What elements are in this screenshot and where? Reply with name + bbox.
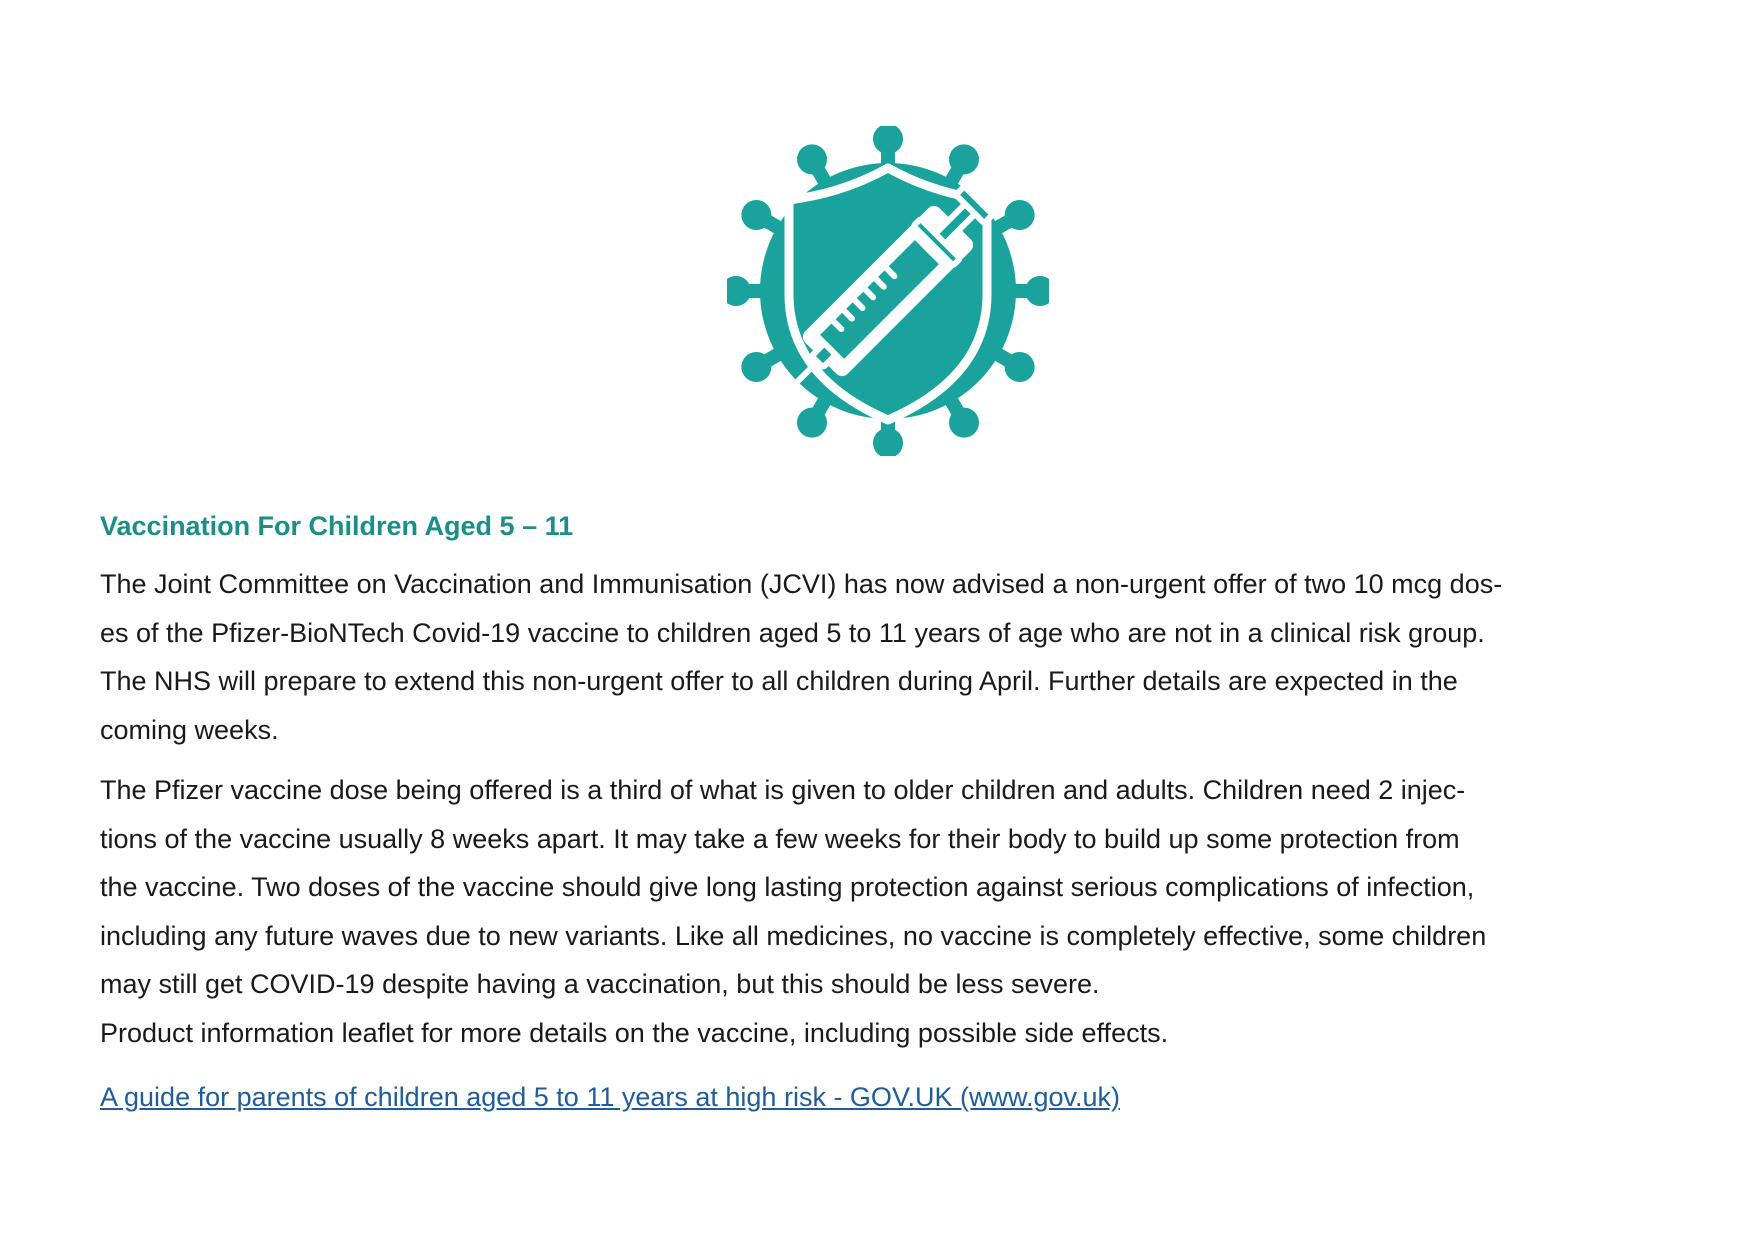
virus-spike-knob [797,408,827,438]
text-line: The NHS will prepare to extend this non-urgent offer to all children during April. Further details are expected in the [100,666,1458,696]
paragraph-jcvi-advice [100,560,1680,754]
virus-spike-knob [949,144,979,174]
virus-spike-knob [949,408,979,438]
virus-spike-knob [1005,200,1035,230]
virus-shield-syringe-icon [727,126,1049,456]
article-heading: Vaccination For Children Aged 5 – 11 [100,511,574,541]
text-line: Product information leaflet for more details on the vaccine, including possible side effects. [100,1017,1169,1048]
virus-spike-knob [873,428,903,456]
virus-spike-knob [727,276,751,306]
article [100,506,1680,1121]
virus-spike-knob [741,352,771,382]
text-line: the vaccine. Two doses of the vaccine should give long lasting protection against serious complications of infection, [100,872,1475,902]
text-line: may still get COVID-19 despite having a vaccination, but this should be less severe. [100,969,1100,999]
text-line: es of the Pfizer-BioNTech Covid-19 vaccine to children aged 5 to 11 years of age who are not in a clinical risk group. [100,617,1485,648]
text-line: including any future waves due to new variants. Like all medicines, no vaccine is completely effective, some children [100,920,1487,951]
text-line: The Joint Committee on Vaccination and Immunisation (JCVI) has now advised a non-urgent offer of two 10 mcg dos- [100,569,1503,599]
paragraph-dose-info [100,766,1680,1057]
virus-spike-knob [741,200,771,230]
virus-spike-knob [873,126,903,154]
virus-spike-knob [797,144,827,174]
virus-spike-knob [1005,352,1035,382]
text-line: coming weeks. [100,714,279,745]
gov-uk-guide-link[interactable]: A guide for parents of children aged 5 to 11 years at high risk - GOV.UK (www.gov.uk) [100,1082,1121,1112]
text-line: tions of the vaccine usually 8 weeks apart. It may take a few weeks for their body to build up some protection from [100,823,1460,854]
virus-spike-knob [1025,276,1049,306]
text-line: The Pfizer vaccine dose being offered is a third of what is given to older children and adults. Children need 2 injec- [100,775,1466,805]
vaccine-logo [727,126,1049,456]
